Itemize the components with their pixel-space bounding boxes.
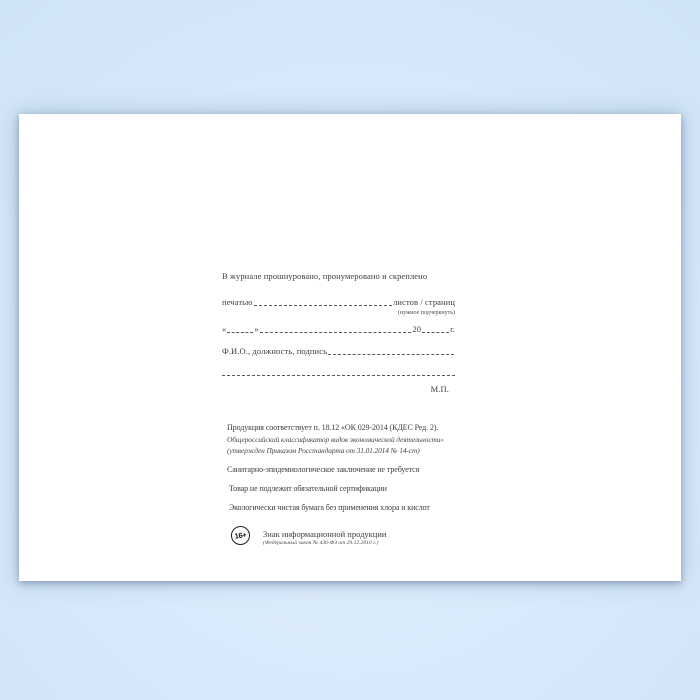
seal-line bbox=[222, 298, 455, 307]
stamp-place-label: М.П. bbox=[430, 384, 449, 394]
statement-certification: Товар не подлежит обязательной сертификации bbox=[229, 483, 387, 493]
signature-label: Ф.И.О., должность, подпись bbox=[222, 346, 328, 356]
year-blank bbox=[422, 330, 449, 333]
info-product-mark-title: Знак информационной продукции bbox=[263, 529, 387, 539]
underline-note: (нужное подчеркнуть) bbox=[398, 310, 455, 316]
month-blank bbox=[260, 330, 412, 333]
quote-close: » bbox=[254, 324, 259, 334]
stitch-statement-line: В журнале прошнуровано, пронумеровано и скреплено bbox=[222, 271, 428, 281]
sheets-pages-label: листов / страниц bbox=[393, 297, 455, 307]
statement-sanitary: Санитарно-эпидемиологическое заключение не требуется bbox=[227, 465, 420, 474]
compliance-line-1: Продукция соответствует п. 18.12 «ОК 029-2014 (КДЕС Ред. 2). bbox=[227, 423, 439, 432]
statement-eco-paper: Экологически чистая бумага без применения хлора и кислот bbox=[229, 502, 430, 512]
info-product-mark-law: (Федеральный закон № 436-ФЗ от 29.12.2010 г.) bbox=[263, 540, 379, 546]
day-blank bbox=[227, 330, 253, 333]
year-prefix: 20 bbox=[412, 324, 422, 334]
continuation-blank-line bbox=[222, 375, 455, 376]
quote-open: « bbox=[222, 324, 227, 334]
age-rating-16plus-icon: 16+ bbox=[230, 525, 251, 546]
signature-line bbox=[222, 347, 455, 356]
journal-back-page bbox=[19, 114, 681, 581]
year-suffix: г. bbox=[450, 324, 455, 334]
compliance-line-2: Общероссийский классификатор видов экономической деятельности» bbox=[227, 434, 444, 444]
date-line bbox=[222, 325, 455, 334]
blank-line bbox=[254, 303, 393, 306]
seal-label: печатью bbox=[222, 297, 253, 307]
compliance-line-3: (утвержден Приказом Росстандарта от 31.01.2014 № 14-ст) bbox=[227, 445, 420, 455]
signature-blank bbox=[328, 352, 454, 355]
